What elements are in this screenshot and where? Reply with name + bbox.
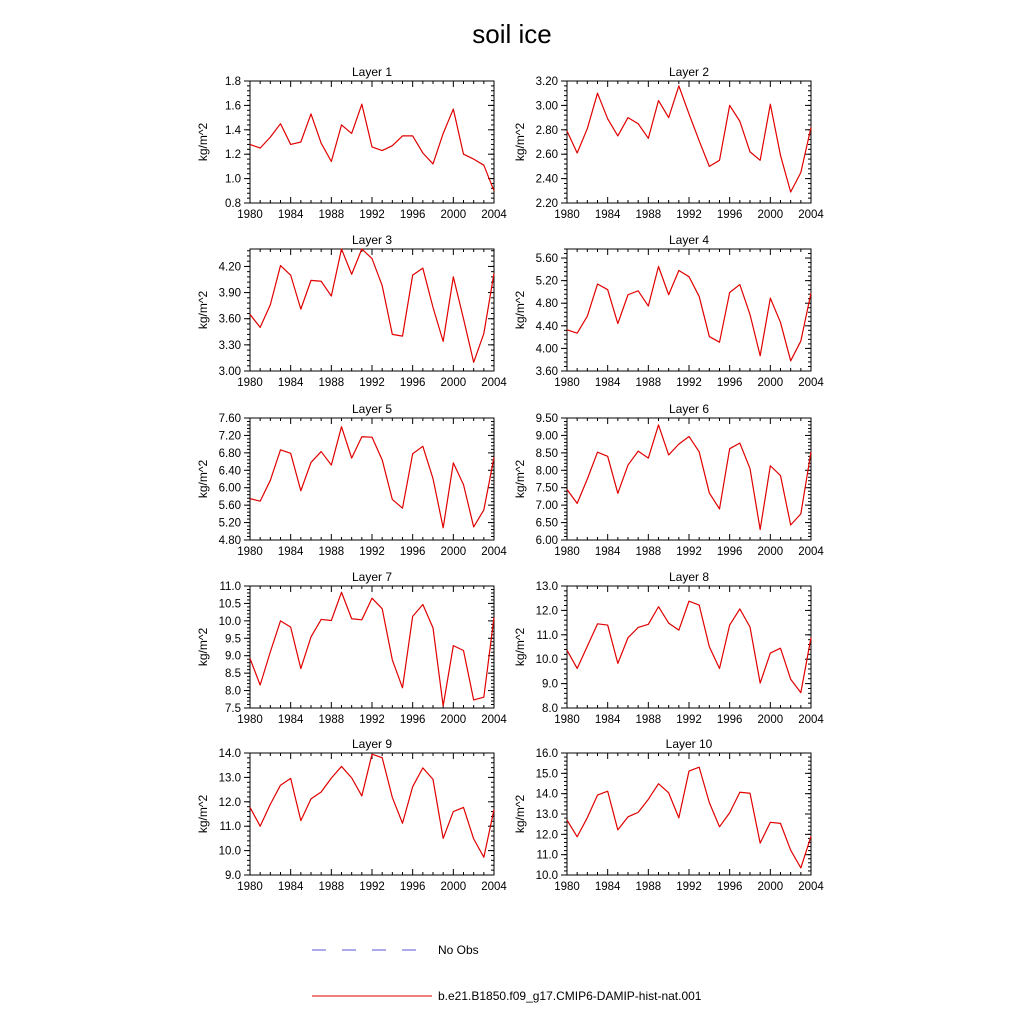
layer-5-ytick-label: 6.00 — [218, 482, 241, 495]
layer-1-ytick-label: 1.0 — [225, 173, 241, 186]
layer-9-ytick-label: 9.0 — [225, 870, 241, 882]
layer-1-ytick-label: 1.8 — [225, 76, 241, 88]
layer-10-ytick-label: 14.0 — [535, 788, 558, 801]
layer-3-xtick-label: 2000 — [440, 377, 467, 389]
layer-4-xtick-label: 1980 — [554, 377, 580, 389]
layer-5-xtick-label: 1996 — [399, 546, 426, 558]
layer-4-ytick-label: 4.40 — [535, 320, 558, 333]
layer-6-xtick-label: 1984 — [594, 546, 621, 558]
layer-6-xtick-label: 1996 — [716, 546, 743, 558]
layer-3-ytick-label: 4.20 — [218, 261, 241, 274]
layer-3-ytick-label: 3.30 — [218, 339, 241, 352]
layer-3-plot-frame — [250, 249, 494, 371]
layer-2-title: Layer 2 — [668, 65, 710, 79]
layer-7-xtick-label: 1980 — [237, 714, 263, 726]
layer-8-series-line — [567, 601, 811, 693]
layer-9-series-line — [250, 754, 494, 857]
layer-8-plot-frame — [567, 586, 811, 708]
layer-10-ytick-label: 15.0 — [535, 768, 558, 781]
layer-9-ytick-label: 12.0 — [218, 796, 241, 809]
layer-10-ytick-label: 12.0 — [535, 829, 558, 842]
layer-5-xtick-label: 1988 — [318, 546, 345, 558]
layer-5-xtick-label: 2000 — [440, 546, 467, 558]
layer-6-ytick-label: 8.50 — [535, 447, 558, 460]
layer-2-ytick-label: 3.00 — [535, 100, 558, 113]
layer-10-xtick-label: 1980 — [554, 881, 580, 893]
layer-3-series-line — [250, 249, 494, 362]
layer-7-panel — [196, 570, 507, 726]
layer-7-title: Layer 7 — [351, 570, 393, 584]
layer-7-xtick-label: 2000 — [440, 714, 467, 726]
layer-3-xtick-label: 1996 — [399, 377, 426, 389]
layer-8-ytick-label: 11.0 — [536, 629, 558, 642]
layer-8-xtick-label: 1988 — [635, 714, 662, 726]
layer-2-plot-frame — [567, 81, 811, 203]
layer-3-ytick-label: 3.90 — [218, 287, 241, 300]
layer-3-xtick-label: 1988 — [318, 377, 345, 389]
layer-10-panel — [513, 737, 824, 893]
layer-6-xtick-label: 1988 — [635, 546, 662, 558]
layer-6-xtick-label: 2004 — [798, 546, 824, 558]
layer-1-ytick-label: 1.4 — [225, 124, 241, 137]
layer-7-ytick-label: 9.5 — [225, 633, 241, 646]
layer-6-xtick-label: 1992 — [676, 546, 702, 558]
layer-2-ytick-label: 2.20 — [535, 198, 558, 210]
layer-9-xtick-label: 1992 — [359, 881, 385, 893]
layer-10-ytick-label: 16.0 — [535, 748, 558, 760]
layer-7-ytick-label: 8.5 — [225, 668, 241, 681]
layer-8-xtick-label: 1992 — [676, 714, 702, 726]
layer-9-ylabel: kg/m^2 — [196, 794, 210, 834]
layer-2-xtick-label: 1980 — [554, 209, 580, 221]
layer-3-xtick-label: 1984 — [277, 377, 304, 389]
layer-6-ytick-label: 6.50 — [535, 517, 558, 530]
layer-7-xtick-label: 1992 — [359, 714, 385, 726]
layer-1-xtick-label: 1988 — [318, 209, 345, 221]
layer-1-xtick-label: 2004 — [481, 209, 507, 221]
layer-10-xtick-label: 1988 — [635, 881, 662, 893]
layer-1-xtick-label: 1980 — [237, 209, 263, 221]
layer-4-series-line — [567, 267, 811, 361]
layer-7-ytick-label: 8.0 — [225, 685, 241, 698]
layer-10-title: Layer 10 — [665, 737, 713, 751]
layer-5-title: Layer 5 — [351, 402, 393, 416]
layer-9-xtick-label: 2004 — [481, 881, 507, 893]
layer-9-xtick-label: 1980 — [237, 881, 263, 893]
layer-6-panel — [513, 402, 824, 558]
layer-7-ytick-label: 11.0 — [219, 581, 241, 593]
layer-4-plot-frame — [567, 249, 811, 371]
layer-5-xtick-label: 2004 — [481, 546, 507, 558]
layer-9-ytick-label: 14.0 — [218, 748, 241, 760]
layer-5-ytick-label: 6.80 — [218, 447, 241, 460]
layer-6-title: Layer 6 — [668, 402, 710, 416]
legend — [312, 943, 702, 1003]
layer-10-xtick-label: 2000 — [757, 881, 784, 893]
layer-5-xtick-label: 1980 — [237, 546, 263, 558]
layer-7-xtick-label: 2004 — [481, 714, 507, 726]
layer-4-xtick-label: 2000 — [757, 377, 784, 389]
layer-1-ylabel: kg/m^2 — [196, 122, 210, 162]
layer-5-ytick-label: 5.20 — [218, 517, 241, 530]
layer-6-ylabel: kg/m^2 — [513, 459, 527, 499]
layer-5-xtick-label: 1992 — [359, 546, 385, 558]
layer-5-ytick-label: 7.20 — [218, 430, 241, 443]
layer-10-ytick-label: 11.0 — [536, 849, 558, 862]
layer-3-ylabel: kg/m^2 — [196, 290, 210, 330]
layer-2-xtick-label: 1988 — [635, 209, 662, 221]
legend-model-label: b.e21.B1850.f09_g17.CMIP6-DAMIP-hist-nat.001 — [438, 989, 702, 1003]
layer-6-xtick-label: 2000 — [757, 546, 784, 558]
layer-3-xtick-label: 2004 — [481, 377, 507, 389]
layer-1-xtick-label: 1996 — [399, 209, 426, 221]
panels-grid — [196, 65, 824, 893]
layer-2-xtick-label: 1996 — [716, 209, 743, 221]
layer-1-xtick-label: 2000 — [440, 209, 467, 221]
layer-5-plot-frame — [250, 418, 494, 540]
layer-1-title: Layer 1 — [351, 65, 393, 79]
legend-no-obs-label: No Obs — [438, 943, 479, 957]
layer-4-ytick-label: 4.80 — [535, 298, 558, 311]
layer-7-xtick-label: 1996 — [399, 714, 426, 726]
layer-2-xtick-label: 1992 — [676, 209, 702, 221]
layer-9-xtick-label: 1988 — [318, 881, 345, 893]
layer-6-ytick-label: 8.00 — [535, 465, 558, 478]
layer-7-ytick-label: 7.5 — [225, 703, 241, 715]
layer-8-ytick-label: 13.0 — [535, 581, 558, 593]
layer-2-xtick-label: 2000 — [757, 209, 784, 221]
layer-1-xtick-label: 1984 — [277, 209, 304, 221]
layer-4-title: Layer 4 — [668, 233, 710, 247]
layer-8-xtick-label: 1980 — [554, 714, 580, 726]
layer-10-xtick-label: 1984 — [594, 881, 621, 893]
layer-2-ytick-label: 2.80 — [535, 124, 558, 137]
layer-5-ytick-label: 6.40 — [218, 465, 241, 478]
layer-5-series-line — [250, 427, 494, 528]
layer-8-title: Layer 8 — [668, 570, 710, 584]
layer-9-plot-frame — [250, 753, 494, 875]
layer-1-ytick-label: 0.8 — [225, 198, 241, 210]
layer-3-xtick-label: 1992 — [359, 377, 385, 389]
layer-10-xtick-label: 1992 — [676, 881, 702, 893]
layer-6-xtick-label: 1980 — [554, 546, 580, 558]
layer-3-xtick-label: 1980 — [237, 377, 263, 389]
layer-4-ytick-label: 5.60 — [535, 253, 558, 266]
layer-4-xtick-label: 1996 — [716, 377, 743, 389]
layer-4-ytick-label: 4.00 — [535, 343, 558, 356]
layer-4-xtick-label: 1992 — [676, 377, 702, 389]
layer-9-xtick-label: 1996 — [399, 881, 426, 893]
layer-3-title: Layer 3 — [351, 233, 393, 247]
layer-4-xtick-label: 1988 — [635, 377, 662, 389]
layer-5-ylabel: kg/m^2 — [196, 459, 210, 499]
layer-9-ytick-label: 11.0 — [219, 821, 241, 834]
layer-1-ytick-label: 1.6 — [225, 100, 241, 113]
layer-5-xtick-label: 1984 — [277, 546, 304, 558]
layer-10-ytick-label: 13.0 — [535, 809, 558, 821]
layer-9-ytick-label: 13.0 — [218, 772, 241, 785]
layer-8-ytick-label: 9.0 — [542, 678, 558, 691]
figure-title: soil ice — [472, 19, 552, 49]
layer-1-panel — [196, 65, 507, 221]
layer-2-ytick-label: 3.20 — [535, 76, 558, 88]
layer-5-ytick-label: 5.60 — [218, 500, 241, 513]
layer-9-xtick-label: 1984 — [277, 881, 304, 893]
layer-6-ytick-label: 9.00 — [535, 430, 558, 443]
layer-2-xtick-label: 2004 — [798, 209, 824, 221]
layer-2-ylabel: kg/m^2 — [513, 122, 527, 162]
layer-6-ytick-label: 6.00 — [535, 535, 558, 547]
layer-9-panel — [196, 737, 507, 893]
layer-3-panel — [196, 233, 507, 389]
layer-6-ytick-label: 7.50 — [535, 482, 558, 495]
layer-3-ytick-label: 3.00 — [218, 366, 241, 378]
layer-2-ytick-label: 2.60 — [535, 149, 558, 162]
layer-10-xtick-label: 2004 — [798, 881, 824, 893]
layer-5-ytick-label: 4.80 — [218, 535, 241, 547]
layer-4-xtick-label: 1984 — [594, 377, 621, 389]
layer-10-xtick-label: 1996 — [716, 881, 743, 893]
layer-3-ytick-label: 3.60 — [218, 313, 241, 326]
layer-5-panel — [196, 402, 507, 558]
layer-1-plot-frame — [250, 81, 494, 203]
layer-2-series-line — [567, 86, 811, 192]
layer-9-ytick-label: 10.0 — [218, 845, 241, 858]
layer-4-xtick-label: 2004 — [798, 377, 824, 389]
layer-4-ytick-label: 5.20 — [535, 275, 558, 288]
layer-7-xtick-label: 1988 — [318, 714, 345, 726]
layer-6-ytick-label: 9.50 — [535, 413, 558, 425]
layer-8-xtick-label: 1984 — [594, 714, 621, 726]
layer-9-xtick-label: 2000 — [440, 881, 467, 893]
layer-4-ytick-label: 3.60 — [535, 366, 558, 378]
layer-8-xtick-label: 2004 — [798, 714, 824, 726]
layer-8-panel — [513, 570, 824, 726]
layer-8-ytick-label: 10.0 — [535, 654, 558, 667]
layer-5-ytick-label: 7.60 — [218, 413, 241, 425]
layer-1-ytick-label: 1.2 — [225, 149, 241, 162]
layer-2-xtick-label: 1984 — [594, 209, 621, 221]
layer-8-ytick-label: 12.0 — [535, 605, 558, 618]
layer-9-title: Layer 9 — [351, 737, 393, 751]
layer-7-ylabel: kg/m^2 — [196, 627, 210, 667]
layer-8-xtick-label: 2000 — [757, 714, 784, 726]
layer-4-panel — [513, 233, 824, 389]
layer-7-series-line — [250, 592, 494, 706]
layer-7-ytick-label: 10.5 — [218, 598, 241, 611]
layer-6-ytick-label: 7.00 — [535, 500, 558, 513]
layer-10-ylabel: kg/m^2 — [513, 794, 527, 834]
layer-8-xtick-label: 1996 — [716, 714, 743, 726]
layer-2-panel — [513, 65, 824, 221]
layer-10-series-line — [567, 767, 811, 868]
layer-8-ytick-label: 8.0 — [542, 703, 558, 715]
layer-1-series-line — [250, 104, 494, 191]
layer-4-ylabel: kg/m^2 — [513, 290, 527, 330]
layer-1-xtick-label: 1992 — [359, 209, 385, 221]
layer-2-ytick-label: 2.40 — [535, 173, 558, 186]
layer-7-ytick-label: 9.0 — [225, 650, 241, 663]
layer-7-ytick-label: 10.0 — [218, 615, 241, 628]
layer-8-ylabel: kg/m^2 — [513, 627, 527, 667]
layer-7-xtick-label: 1984 — [277, 714, 304, 726]
layer-10-ytick-label: 10.0 — [535, 870, 558, 882]
layer-6-series-line — [567, 425, 811, 530]
